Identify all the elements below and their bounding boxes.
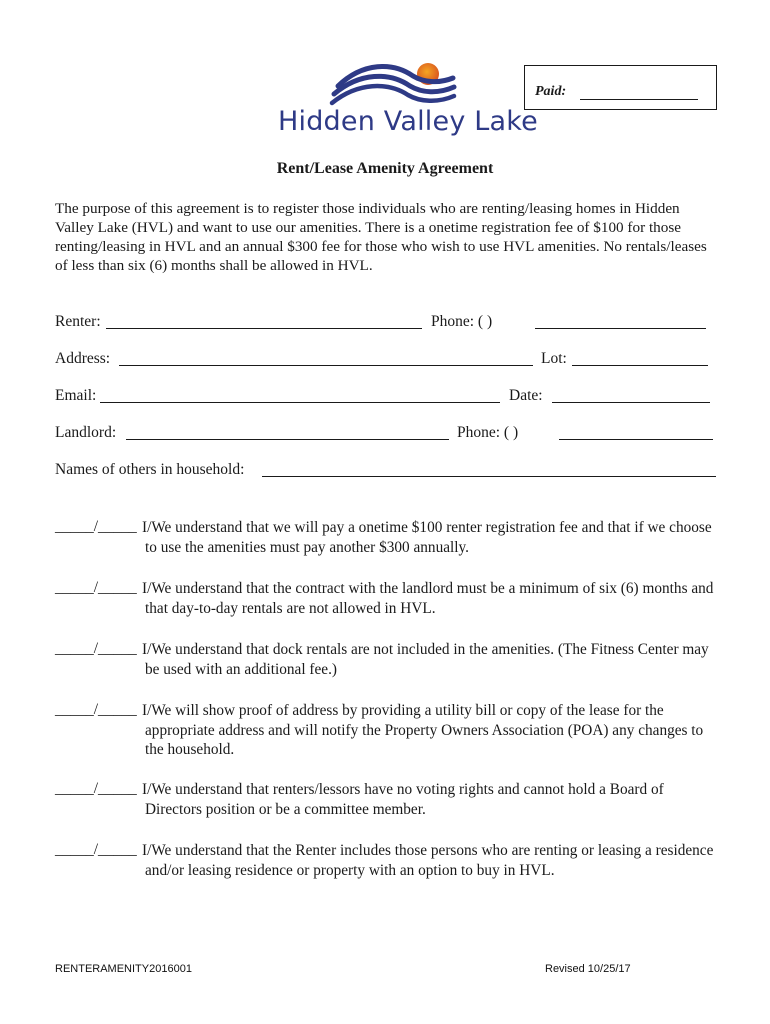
logo-text: Hidden Valley Lake [278,106,538,137]
household-label: Names of others in household: [55,461,245,478]
household-field[interactable] [262,476,716,477]
agreement-1-initials[interactable]: _____/_____ [55,518,137,535]
agreement-3-initials[interactable]: _____/_____ [55,640,137,657]
renter-field[interactable] [106,328,422,329]
lot-label: Lot: [541,350,567,367]
agreement-3-text: I/We understand that dock rentals are not included in the amenities. (The Fitness Center may be used with an additional fee.) [142,641,709,678]
agreement-2-text: I/We understand that the contract with the landlord must be a minimum of six (6) months and that day-to-day rentals are not allowed in HVL. [142,580,714,617]
date-field[interactable] [552,402,710,403]
paid-input-line[interactable] [580,99,698,100]
email-label: Email: [55,387,97,404]
landlord-field[interactable] [126,439,449,440]
hvl-logo [278,58,538,150]
agreement-4-initials[interactable]: _____/_____ [55,701,137,718]
renter-label: Renter: [55,313,101,330]
lake-waves-logo-icon [328,60,458,108]
lot-field[interactable] [572,365,708,366]
footer-doc-code: RENTERAMENITY2016001 [55,963,192,975]
address-field[interactable] [119,365,533,366]
date-label: Date: [509,387,543,404]
landlord-phone-label: Phone: ( ) [457,424,519,441]
renter-phone-field[interactable] [535,328,706,329]
agreement-4-text: I/We will show proof of address by providing a utility bill or copy of the lease for the appropriate address and will notify the Property Owners Association (POA) any changes to the household. [142,702,704,758]
landlord-label: Landlord: [55,424,117,441]
intro-paragraph: The purpose of this agreement is to register those individuals who are renting/leasing homes in Hidden Valley Lake (HVL) and want to use our amenities. There is a onetime registration fee of $100 for those renting/leasing in HVL and an annual $300 fee for those who wish to use HVL amenities. No rentals/leases of less than six (6) months shall be allowed in HVL. [55,200,707,274]
email-field[interactable] [100,402,500,403]
address-label: Address: [55,350,111,367]
agreement-1-text: I/We understand that we will pay a onetime $100 renter registration fee and that if we choose to use the amenities must pay another $300 annually. [142,519,712,556]
agreement-5-text: I/We understand that renters/lessors have no voting rights and cannot hold a Board of Directors position or be a committee member. [142,781,664,818]
agreement-6-initials[interactable]: _____/_____ [55,841,137,858]
agreement-2-initials[interactable]: _____/_____ [55,579,137,596]
renter-phone-label: Phone: ( ) [431,313,493,330]
footer-revised-date: Revised 10/25/17 [545,963,631,975]
page-title: Rent/Lease Amenity Agreement [276,160,494,177]
paid-label: Paid: [535,84,567,99]
landlord-phone-field[interactable] [559,439,713,440]
agreement-6-text: I/We understand that the Renter includes those persons who are renting or leasing a residence and/or leasing residence or property with an option to buy in HVL. [142,842,714,879]
paid-box [524,65,717,110]
agreement-5-initials[interactable]: _____/_____ [55,780,137,797]
